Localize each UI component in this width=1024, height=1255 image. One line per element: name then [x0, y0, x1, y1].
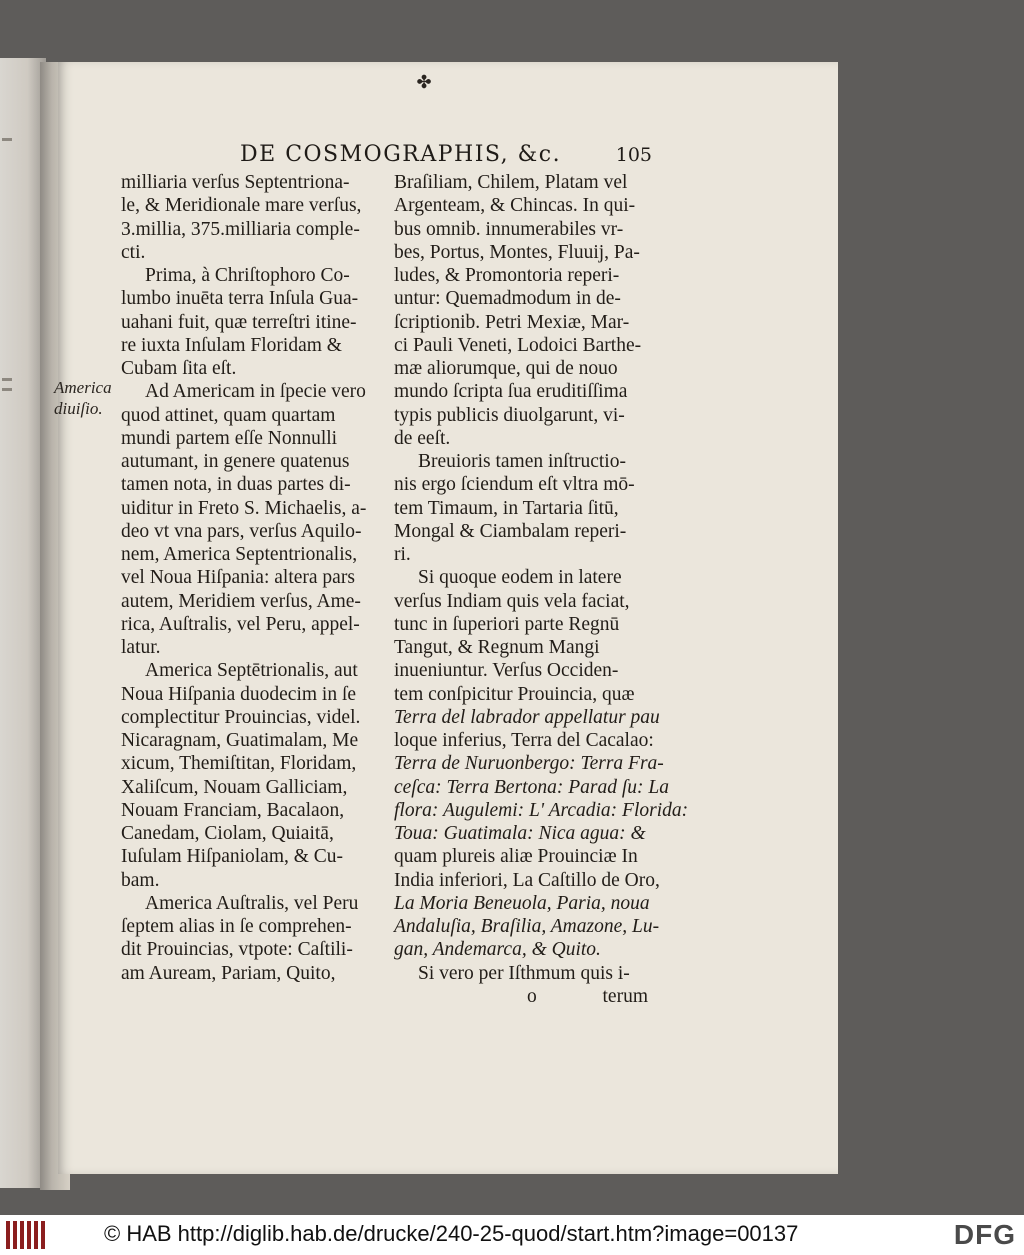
text-line: verſus Indiam quis vela faciat,	[394, 590, 630, 612]
text-line: Breuioris tamen inſtructio-	[418, 451, 626, 472]
text-line: tem Timaum, in Tartaria ſitū,	[394, 497, 619, 519]
text-line: uiditur in Freto S. Michaelis, a-	[121, 497, 367, 519]
edge-mark	[2, 378, 12, 381]
text-line: milliaria verſus Septentriona-	[121, 172, 350, 193]
text-line: Si vero per Iſthmum quis i-	[418, 962, 630, 984]
edge-mark	[2, 388, 12, 391]
text-line: mæ aliorumque, qui de nouo	[394, 358, 618, 379]
text-line: ci Pauli Veneti, Lodoici Barthe-	[394, 334, 642, 356]
text-line: de eeſt.	[394, 427, 451, 449]
right-text-column	[394, 171, 689, 1008]
text-line: Toua: Guatimala: Nica agua: &	[394, 823, 646, 844]
text-line: bam.	[121, 869, 160, 891]
text-line: bus omnib. innumerabiles vr-	[394, 218, 624, 240]
text-line: rica, Auſtralis, vel Peru, appel-	[121, 613, 360, 635]
text-line: quod attinet, quam quartam	[121, 404, 336, 426]
text-line: bes, Portus, Montes, Fluuij, Pa-	[394, 241, 640, 263]
marginal-note-line: diuiſio.	[54, 399, 103, 418]
text-line: complectitur Prouincias, videl.	[121, 706, 361, 728]
text-line: gan, Andemarca, & Quito.	[394, 939, 601, 961]
text-line: Si quoque eodem in latere	[418, 567, 622, 589]
text-line: latur.	[121, 637, 161, 658]
page-number: 105	[615, 144, 652, 166]
text-line: lumbo inuēta terra Inſula Gua-	[121, 288, 359, 310]
text-line: Cubam ſita eſt.	[121, 358, 237, 379]
text-line: autumant, in genere quatenus	[121, 451, 350, 472]
text-line: untur: Quemadmodum in de-	[394, 288, 621, 310]
text-line: ſcriptionib. Petri Mexiæ, Mar-	[394, 311, 630, 333]
text-line: vel Noua Hiſpania: altera pars	[121, 567, 355, 589]
left-text-column	[121, 171, 383, 985]
text-line: tem conſpicitur Prouincia, quæ	[394, 683, 635, 705]
text-line: xicum, Themiſtitan, Floridam,	[121, 753, 357, 775]
text-line: ri.	[394, 544, 411, 565]
text-line: quam plureis aliæ Prouinciæ In	[394, 846, 638, 868]
text-line: Ad Americam in ſpecie vero	[145, 381, 366, 403]
hab-logo-icon	[4, 1221, 44, 1249]
text-line: Andaluſia, Braſilia, Amazone, Lu-	[394, 916, 660, 937]
text-line: am Auream, Pariam, Quito,	[121, 962, 336, 984]
text-line: deo vt vna pars, verſus Aquilo-	[121, 520, 362, 542]
text-line: inueniuntur. Verſus Occiden-	[394, 660, 619, 682]
text-line: Noua Hiſpania duodecim in ſe	[121, 683, 357, 705]
text-line: Nouam Franciam, Bacalaon,	[121, 799, 345, 821]
text-line: America Auſtralis, vel Peru	[145, 892, 359, 914]
text-line: Xaliſcum, Nouam Galliciam,	[121, 776, 348, 798]
text-line: uahani fuit, quæ terreſtri itine-	[121, 311, 357, 333]
marginal-note-line: America	[54, 378, 112, 397]
text-line: Nicaragnam, Guatimalam, Me	[121, 730, 359, 751]
text-line: dit Prouincias, vtpote: Caſtili-	[121, 939, 353, 961]
text-line: re iuxta Inſulam Floridam &	[121, 334, 342, 356]
text-line: tunc in ſuperiori parte Regnū	[394, 613, 620, 635]
marginal-note	[54, 377, 122, 419]
dfg-logo-icon: DFG	[953, 1219, 1016, 1250]
text-line: tamen nota, in duas partes di-	[121, 474, 351, 496]
text-line: autem, Meridiem verſus, Ame-	[121, 590, 361, 612]
running-head	[240, 142, 660, 172]
viewer-footer	[0, 1215, 1024, 1255]
text-line: America Septētrionalis, aut	[145, 660, 358, 682]
text-line: Terra del labrador appellatur pau	[394, 706, 660, 728]
text-line: nem, America Septentrionalis,	[121, 544, 358, 565]
text-line: ludes, & Promontoria reperi-	[394, 265, 620, 286]
text-line: Iuſulam Hiſpaniolam, & Cu-	[121, 846, 344, 868]
text-line: Argenteam, & Chincas. In qui-	[394, 195, 636, 217]
text-line: Braſiliam, Chilem, Platam vel	[394, 172, 628, 193]
text-line: mundo ſcripta ſua eruditiſſima	[394, 381, 628, 403]
text-line: Terra de Nuruonbergo: Terra Fra-	[394, 753, 664, 775]
page-title: DE COSMOGRAPHIS, &c.	[240, 142, 562, 167]
text-line: ſeptem alias in ſe comprehen-	[121, 916, 352, 937]
text-line: le, & Meridionale mare verſus,	[121, 195, 362, 217]
text-line: India inferiori, La Caſtillo de Oro,	[394, 869, 660, 891]
catchword-line	[394, 985, 656, 1008]
ornament-icon: ✤	[416, 72, 432, 93]
text-line: loque inferius, Terra del Cacalao:	[394, 730, 654, 751]
text-line: Mongal & Ciambalam reperi-	[394, 520, 627, 542]
text-line: mundi partem eſſe Nonnulli	[121, 427, 338, 449]
text-line: nis ergo ſciendum eſt vltra mō-	[394, 474, 635, 496]
text-line: Canedam, Ciolam, Quiaitā,	[121, 823, 334, 844]
text-line: typis publicis diuolgarunt, vi-	[394, 404, 625, 426]
source-url[interactable]: © HAB http://diglib.hab.de/drucke/240-25-quod/start.htm?image=00137	[104, 1221, 799, 1246]
catchword: terum	[602, 985, 648, 1007]
text-line: cti.	[121, 241, 146, 263]
text-line: Prima, à Chriſtophoro Co-	[145, 265, 350, 286]
text-line: flora: Augulemi: L' Arcadia: Florida:	[394, 799, 689, 821]
edge-mark	[2, 138, 12, 141]
text-line: 3.millia, 375.milliaria comple-	[121, 218, 360, 240]
text-line: Tangut, & Regnum Mangi	[394, 637, 600, 658]
text-line: ceſca: Terra Bertona: Parad ſu: La	[394, 776, 669, 798]
signature-mark: o	[527, 985, 537, 1007]
text-line: La Moria Beneuola, Paria, noua	[394, 892, 650, 914]
